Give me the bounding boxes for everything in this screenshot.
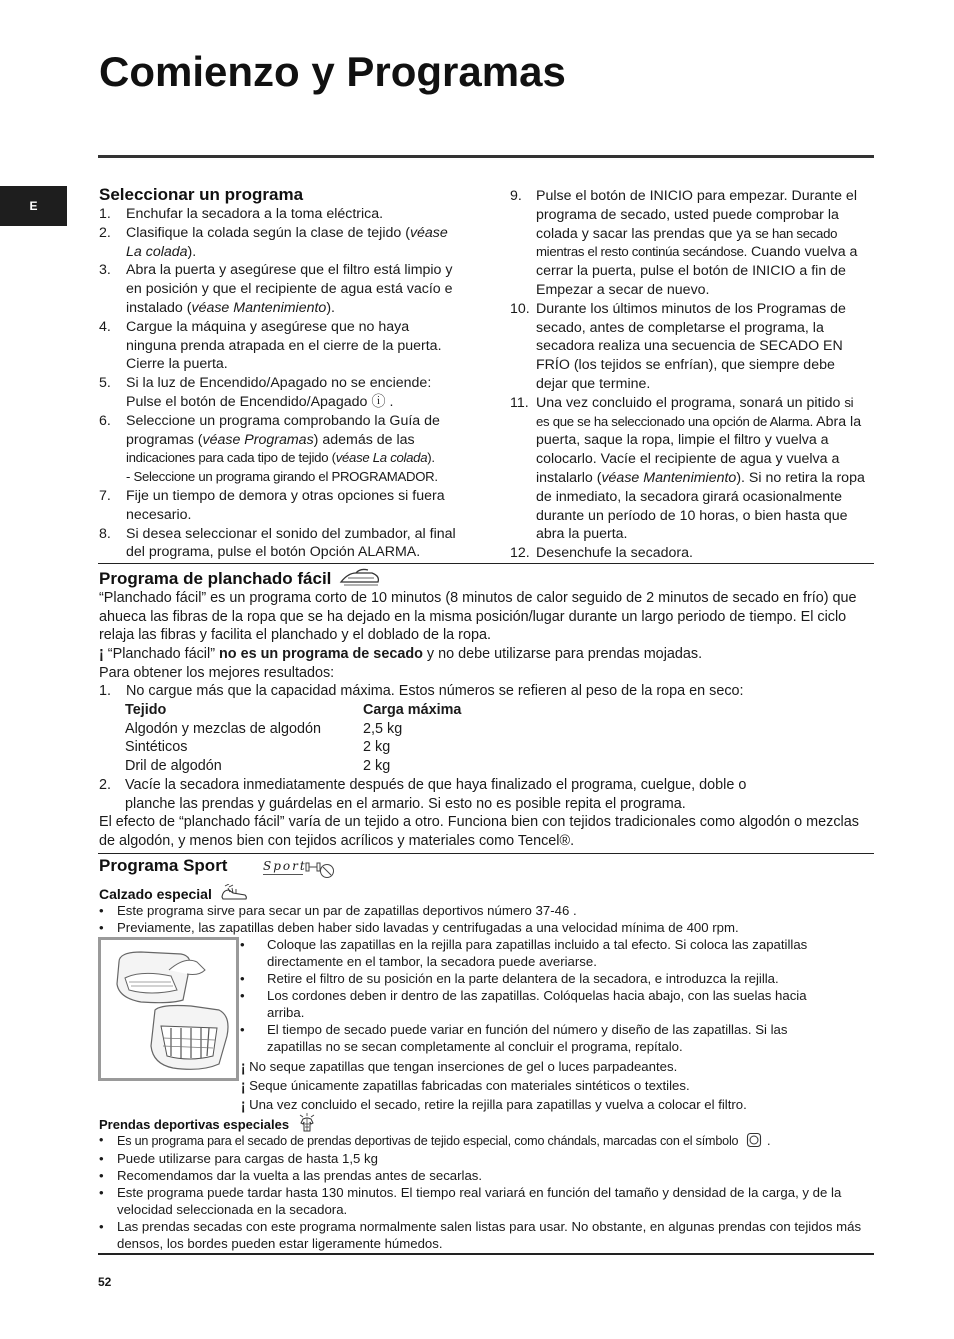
warning-icon: ¡ <box>241 1095 246 1114</box>
warning-item <box>241 1057 841 1076</box>
section-heading-select-program: Seleccionar un programa <box>99 185 304 204</box>
shoes-side-bullet-text: Los cordones deben ir dentro de las zapatillas. Colóquelas hacia abajo, con las suelas hacia arriba. <box>267 988 807 1020</box>
cross-reference: véase Mantenimiento <box>191 299 327 316</box>
step-text-part: ). <box>187 243 197 260</box>
step-number: 12. <box>510 545 530 562</box>
table-cell-load: 2 kg <box>363 758 391 775</box>
step-text-part: Si desea seleccionar el sonido del zumbador, al final del programa, pulse el botón Opción ALARMA. <box>126 525 456 561</box>
step-text <box>536 544 868 563</box>
step-text-part: ) además de las <box>313 431 415 448</box>
shoes-heading <box>99 884 248 902</box>
iron-icon <box>338 567 384 587</box>
table-header-fabric: Tejido <box>125 702 167 719</box>
step-text-part: Una vez concluido el programa, sonará un pitido <box>536 394 845 411</box>
list-item <box>99 1167 869 1184</box>
step-number: 6. <box>99 412 111 429</box>
cross-reference: véase Programas <box>202 431 314 448</box>
warning-text: Seque únicamente zapatillas fabricadas con materiales sintéticos o textiles. <box>249 1078 690 1093</box>
garments-bullet-text: Recomendamos dar la vuelta a las prendas antes de secarlas. <box>117 1168 483 1183</box>
bullet: • <box>99 1151 104 1166</box>
step-text <box>536 300 868 394</box>
table-cell-load: 2 kg <box>363 739 391 756</box>
shoes-bullets-full <box>99 902 869 936</box>
step-text-part: ). <box>326 299 335 316</box>
shoe-rack-illustration <box>98 937 239 1081</box>
section-heading-sport: Programa Sport <box>99 856 228 875</box>
language-tab: E <box>0 186 67 226</box>
list-item <box>99 1184 869 1218</box>
section-divider-2 <box>98 853 874 854</box>
page-title: Comienzo y Programas <box>99 48 566 95</box>
warning-text: Una vez concluido el secado, retire la rejilla para zapatillas y vuelva a colocar el filtro. <box>249 1097 747 1112</box>
step-number: 5. <box>99 375 111 392</box>
list-item <box>510 394 868 544</box>
step-number: 8. <box>99 525 111 542</box>
shoes-bullet-text: Previamente, las zapatillas deben haber sido lavadas y centrifugadas a una velocidad mínima de 400 rpm. <box>117 920 739 935</box>
bullet: • <box>99 903 104 918</box>
shoes-bullet-text: Este programa sirve para secar un par de zapatillas deportivos número 37-46 . <box>117 903 577 918</box>
table-row <box>125 738 461 757</box>
step-number: 1. <box>99 683 112 699</box>
footer-divider <box>98 1253 874 1255</box>
table-cell-fabric: Dril de algodón <box>125 758 222 775</box>
list-item <box>99 224 459 262</box>
dumbbell-drum-icon <box>305 857 335 879</box>
step-text-part: Abra la puerta, saque la ropa, limpie el filtro y vuelva a colocarlo. Vacíe el recipiente de agua y vuelva a instalarlo ( <box>536 413 862 486</box>
section-divider-1 <box>98 563 874 564</box>
step-number: 2. <box>99 777 112 793</box>
warning-icon: ¡ <box>99 644 104 664</box>
load-table-header <box>125 701 461 720</box>
step-number: 9. <box>510 188 522 204</box>
bullet: • <box>99 920 104 935</box>
list-item <box>99 1218 869 1252</box>
list-item <box>99 374 459 412</box>
cross-reference: véase Mantenimiento <box>601 469 737 486</box>
list-item <box>510 187 868 300</box>
step-number: 1. <box>99 206 111 222</box>
shoes-side-bullet-text: El tiempo de secado puede variar en función del número y diseño de las zapatillas. Si las zapatillas no se secan completamente al concluir el programa, repítalo. <box>267 1022 788 1054</box>
easy-iron-warning-pre: “Planchado fácil” <box>107 646 219 662</box>
garments-bullets <box>99 1132 869 1252</box>
page-number: 52 <box>98 1275 112 1289</box>
garments-bullet-text: Este programa puede tardar hasta 130 minutos. El tiempo real variará en función del tamaño y densidad de la carga, y de la velocidad seleccionada en la secadora. <box>117 1185 842 1217</box>
warning-icon: ¡ <box>241 1076 246 1095</box>
step-text-part: - Seleccione un programa girando el PROGRAMADOR. <box>126 469 438 485</box>
garments-bullet-text: Las prendas secadas con este programa normalmente salen listas para usar. No obstante, en algunas prendas con tejidos más densos, los bordes pueden estar ligeramente húmedos. <box>117 1219 862 1251</box>
steps-list-right <box>510 187 868 563</box>
easy-iron-step-1-text: No cargue más que la capacidad máxima. Estos números se refieren al peso de la ropa en seco: <box>126 683 744 699</box>
load-table <box>125 701 461 775</box>
table-row <box>125 757 461 776</box>
step-text-part: Clasifique la colada según la clase de tejido ( <box>126 224 410 241</box>
step-text-part: ). <box>427 450 435 466</box>
bullet: • <box>240 937 245 952</box>
easy-iron-warning <box>99 645 859 664</box>
sport-underline <box>263 874 303 875</box>
step-text <box>126 205 459 224</box>
list-item <box>240 970 840 987</box>
step-text-part: Enchufar la secadora a la toma eléctrica. <box>126 206 384 222</box>
step-text-part: Cuando vuelva a cerrar la puerta, pulse el botón de INICIO a fin de Empezar a secar de nuevo. <box>536 244 858 298</box>
list-item <box>99 205 459 224</box>
bullet: • <box>99 1185 104 1200</box>
shoes-side-bullet-text: Retire el filtro de su posición en la parte delantera de la secadora, e introduzca la rejilla. <box>267 971 779 986</box>
table-cell-load: 2,5 kg <box>363 720 403 737</box>
easy-iron-step-2 <box>99 776 799 813</box>
step-text-part: si es que se ha seleccionado una opción de Alarma. <box>536 394 854 429</box>
step-text <box>126 487 459 525</box>
table-cell-fabric: Sintéticos <box>125 739 188 756</box>
step-text <box>126 261 459 317</box>
list-item <box>99 919 869 936</box>
section-heading-easy-iron <box>99 567 384 589</box>
step-text <box>536 394 868 544</box>
special-garment-symbol-icon <box>746 1132 762 1148</box>
easy-iron-warning-bold: no es un programa de secado <box>218 646 423 662</box>
title-divider <box>98 155 874 158</box>
step-text <box>536 187 868 300</box>
garments-bullet-text: Puede utilizarse para cargas de hasta 1,5 kg <box>117 1151 378 1166</box>
sport-label: Sport <box>263 859 307 873</box>
shoes-bullets-side <box>240 936 840 1055</box>
bullet: • <box>240 988 245 1003</box>
warning-text: No seque zapatillas que tengan inserciones de gel o luces parpadeantes. <box>249 1059 678 1074</box>
shoes-warnings <box>241 1057 841 1114</box>
list-item <box>240 1021 840 1055</box>
step-text-part: Abra la puerta y asegúrese que el filtro está limpio y en posición y que el recipiente de agua está vacío e instalado ( <box>126 262 453 316</box>
step-text-part: indicaciones para cada tipo de tejido ( <box>126 450 336 466</box>
easy-iron-intro: “Planchado fácil” es un programa corto de 10 minutos (8 minutos de calor seguido de 2 minutos de secado en frío) que ahueca las fibras de la ropa que se ha dejado en la misma posición/lugar durante un largo periodo de tiempo. El ciclo relaja las fibras y facilita el planchado y el doblado de la ropa. <box>99 590 857 644</box>
table-row <box>125 720 461 739</box>
list-item <box>99 318 459 374</box>
table-cell-fabric: Algodón y mezclas de algodón <box>125 720 322 737</box>
warning-item <box>241 1076 841 1095</box>
step-text-part: Durante los últimos minutos de los Programas de secado, antes de completarse el programa, la secadora realiza una secuencia de SECADO EN FRÍO (los tejidos se enfrían), que siempre debe dejar que termine. <box>536 300 846 392</box>
list-item <box>240 987 840 1021</box>
results-intro: Para obtener los mejores resultados: <box>99 665 335 681</box>
step-text <box>126 318 459 374</box>
step-text <box>126 525 459 563</box>
list-item <box>99 525 459 563</box>
garments-heading <box>99 1113 317 1133</box>
step-text-part: Si la luz de Encendido/Apagado no se enciende: Pulse el botón de Encendido/Apagado ⓘ . <box>126 375 432 410</box>
shoes-heading-text: Calzado especial <box>99 886 212 902</box>
easy-iron-heading-text: Programa de planchado fácil <box>99 569 332 588</box>
list-item <box>99 261 459 317</box>
step-text-part: se han secado mientras el resto continúa secándose. <box>536 225 838 260</box>
step-number: 3. <box>99 262 111 279</box>
cross-reference: véase La colada <box>126 224 448 260</box>
garments-first-text: Es un programa para el secado de prendas deportivas de tejido especial, como chándals, marcadas con el símbolo <box>117 1134 739 1148</box>
easy-iron-warning-post: y no debe utilizarse para prendas mojadas. <box>422 646 703 662</box>
step-number: 10. <box>510 300 530 317</box>
step-number: 11. <box>510 394 529 411</box>
easy-iron-step-1 <box>99 682 859 701</box>
shoes-side-bullet-text: Coloque las zapatillas en la rejilla para zapatillas incluido a tal efecto. Si coloca las zapatillas directamente en el tambor, la secadora puede averiarse. <box>267 937 808 969</box>
warning-icon: ¡ <box>241 1057 246 1076</box>
step-number: 7. <box>99 487 111 504</box>
table-header-max-load: Carga máxima <box>363 702 462 719</box>
cross-reference: véase La colada <box>335 450 428 466</box>
step-number: 4. <box>99 318 111 335</box>
list-item <box>99 902 869 919</box>
step-text <box>126 224 459 262</box>
list-item: • Es un programa para el secado de prendas deportivas de tejido especial, como chándals, marcadas con el símbolo . <box>99 1133 771 1148</box>
bullet: • <box>99 1133 104 1147</box>
list-item <box>240 936 840 970</box>
garments-heading-text: Prendas deportivas especiales <box>99 1117 290 1132</box>
warning-item <box>241 1095 841 1114</box>
easy-iron-outro: El efecto de “planchado fácil” varía de un tejido a otro. Funciona bien con tejidos tradicionales como algodón o mezclas de algodón, y menos bien con tejidos acrílicos y materiales como Tencel®. <box>99 814 859 849</box>
easy-iron-step-2-text: Vacíe la secadora inmediatamente después de que haya finalizado el programa, cuelgue, doble o planche las prendas y guárdelas en el armario. Si esto no es posible repita el programa. <box>125 777 747 812</box>
step-text <box>126 412 459 487</box>
step-number: 2. <box>99 224 111 241</box>
steps-list-left <box>99 205 459 562</box>
step-text <box>126 374 459 412</box>
step-text-part: Desenchufe la secadora. <box>536 545 693 562</box>
sport-program-symbol <box>263 857 335 879</box>
step-text-part: Fije un tiempo de demora y otras opciones si fuera necesario. <box>126 487 445 523</box>
step-text-part: Pulse el botón de INICIO para empezar. Durante el programa de secado, usted puede comprobar la colada y sacar las prendas que ya <box>536 188 857 242</box>
shoe-rack-drawing-icon <box>101 940 236 1078</box>
bullet: • <box>99 1168 104 1183</box>
list-item <box>99 487 459 525</box>
sneaker-icon <box>220 884 248 902</box>
list-item <box>99 1150 869 1167</box>
list-item <box>99 412 459 487</box>
step-text-part: ). Si no retira la ropa de inmediato, la secadora girará ocasionalmente durante un período de 10 horas, o bien hasta que abra la puerta. <box>536 469 865 543</box>
tracksuit-icon <box>297 1113 317 1133</box>
bullet: • <box>240 1022 245 1037</box>
bullet: • <box>99 1219 104 1234</box>
step-text-part: Seleccione un programa comprobando la Guía de programas ( <box>126 412 440 448</box>
list-item <box>510 300 868 394</box>
step-text-part: Cargue la máquina y asegúrese que no haya ninguna prenda atrapada en el cierre de la puerta. Cierre la puerta. <box>126 318 442 373</box>
list-item <box>510 544 868 563</box>
bullet: • <box>240 971 245 986</box>
